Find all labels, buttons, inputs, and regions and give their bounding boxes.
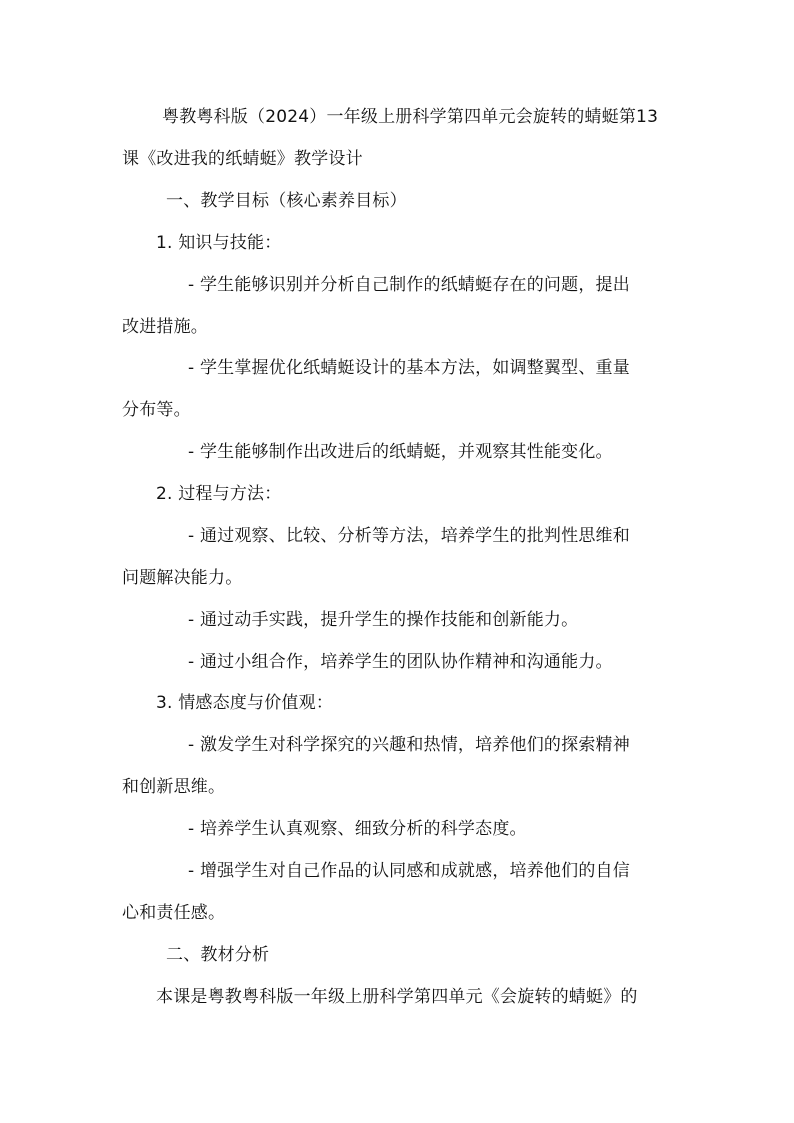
objective-point-continued: 问题解决能力。: [122, 568, 243, 588]
subheading-knowledge-skills: 1. 知识与技能：: [156, 233, 282, 253]
paragraph-line: 本课是粤教粤科版一年级上册科学第四单元《会旋转的蜻蜓》的: [156, 987, 638, 1007]
objective-point-continued: 分布等。: [122, 400, 191, 420]
objective-point: - 通过观察、比较、分析等方法，培养学生的批判性思维和: [188, 526, 630, 546]
document-title-line-2: 课《改进我的纸蜻蜓》教学设计: [122, 149, 363, 169]
document-title-line-1: 粤教粤科版（2024）一年级上册科学第四单元会旋转的蜻蜓第13: [162, 107, 659, 127]
objective-point: - 通过小组合作，培养学生的团队协作精神和沟通能力。: [188, 652, 613, 672]
objective-point: - 学生掌握优化纸蜻蜓设计的基本方法，如调整翼型、重量: [188, 358, 630, 378]
section-heading-teaching-objectives: 一、教学目标（核心素养目标）: [166, 191, 407, 211]
subheading-attitudes-values: 3. 情感态度与价值观：: [156, 693, 334, 713]
objective-point: - 激发学生对科学探究的兴趣和热情，培养他们的探索精神: [188, 735, 630, 755]
objective-point: - 学生能够识别并分析自己制作的纸蜻蜓存在的问题，提出: [188, 275, 630, 295]
objective-point-continued: 和创新思维。: [122, 777, 226, 797]
section-heading-textbook-analysis: 二、教材分析: [166, 945, 270, 965]
objective-point: - 通过动手实践，提升学生的操作技能和创新能力。: [188, 610, 579, 630]
objective-point: - 学生能够制作出改进后的纸蜻蜓，并观察其性能变化。: [188, 442, 613, 462]
objective-point-continued: 心和责任感。: [122, 903, 226, 923]
objective-point: - 增强学生对自己作品的认同感和成就感，培养他们的自信: [188, 861, 630, 881]
subheading-process-methods: 2. 过程与方法：: [156, 484, 282, 504]
objective-point: - 培养学生认真观察、细致分析的科学态度。: [188, 819, 527, 839]
objective-point-continued: 改进措施。: [122, 317, 208, 337]
